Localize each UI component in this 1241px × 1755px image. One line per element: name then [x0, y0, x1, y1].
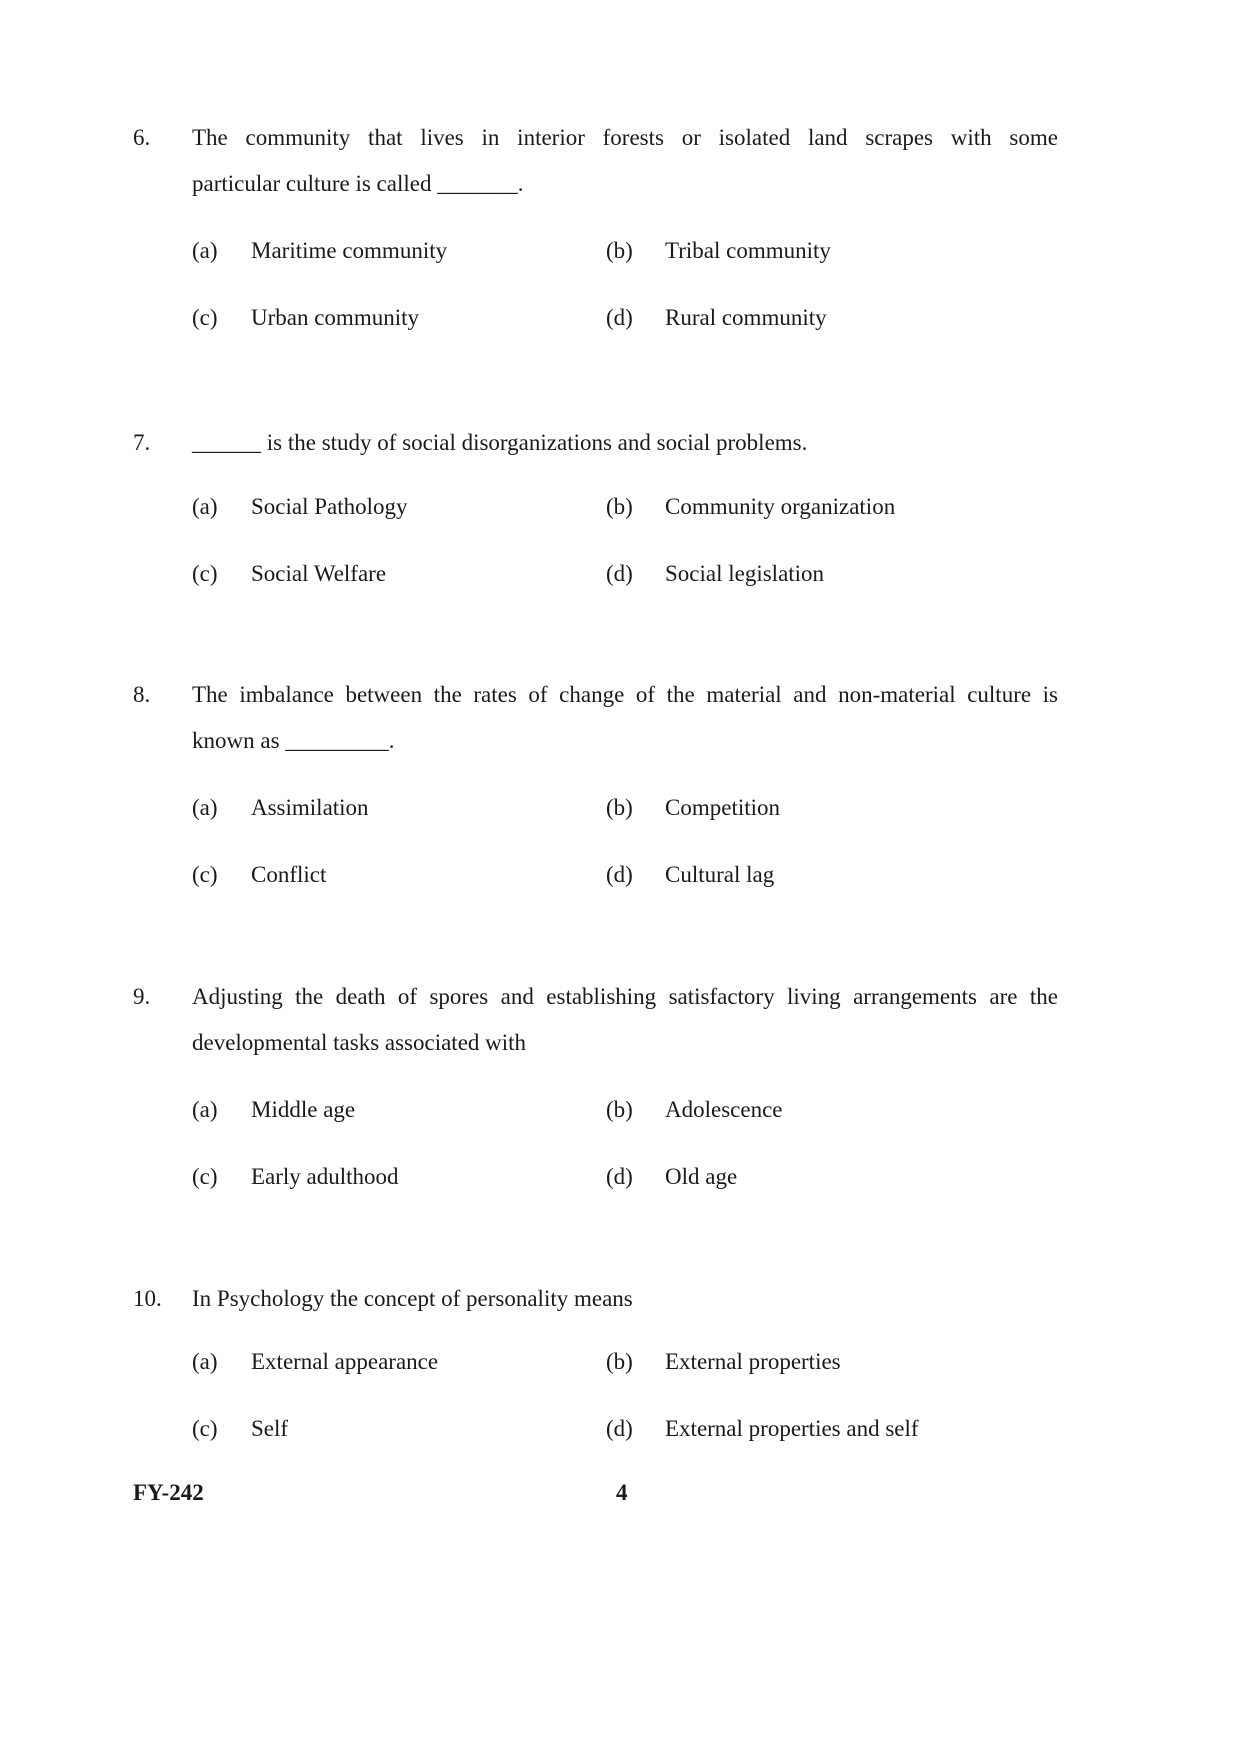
- option-text: Cultural lag: [665, 862, 775, 887]
- option-letter: (d): [606, 1416, 633, 1441]
- option-text: Maritime community: [251, 238, 448, 263]
- question-number: 6.: [133, 125, 151, 150]
- option-letter: (d): [606, 561, 633, 586]
- question-line: The imbalance between the rates of change of the material and non-material culture is: [192, 682, 1058, 707]
- question-number: 8.: [133, 682, 151, 707]
- option-text: External properties: [665, 1349, 841, 1374]
- option-text: Self: [251, 1416, 289, 1441]
- question-text: [192, 420, 1058, 466]
- option-text: Assimilation: [251, 795, 369, 820]
- question-line: developmental tasks associated with: [192, 1030, 527, 1055]
- question-text: [192, 1276, 1058, 1322]
- question-number: 10.: [133, 1286, 162, 1311]
- option-letter: (b): [606, 1097, 633, 1122]
- option-text: Adolescence: [665, 1097, 783, 1122]
- option-letter: (a): [192, 795, 218, 820]
- question-line: known as _________.: [192, 728, 395, 753]
- option-letter: (c): [192, 305, 218, 330]
- option-text: Competition: [665, 795, 780, 820]
- option-text: Community organization: [665, 494, 896, 519]
- option-letter: (c): [192, 1164, 218, 1189]
- question-number: 7.: [133, 430, 151, 455]
- option-text: Urban community: [251, 305, 419, 330]
- page-number: 4: [616, 1480, 628, 1505]
- question-line: ______ is the study of social disorganizations and social problems.: [192, 430, 808, 455]
- option-letter: (a): [192, 1349, 218, 1374]
- option-letter: (c): [192, 561, 218, 586]
- option-letter: (c): [192, 862, 218, 887]
- option-letter: (a): [192, 1097, 218, 1122]
- option-text: External appearance: [251, 1349, 439, 1374]
- option-letter: (b): [606, 238, 633, 263]
- option-text: Old age: [665, 1164, 738, 1189]
- option-letter: (b): [606, 1349, 633, 1374]
- option-letter: (d): [606, 305, 633, 330]
- question-text: [192, 974, 1058, 1066]
- option-text: Middle age: [251, 1097, 356, 1122]
- paper-code: FY-242: [133, 1480, 204, 1505]
- question-line: In Psychology the concept of personality means: [192, 1286, 633, 1311]
- option-letter: (d): [606, 862, 633, 887]
- option-text: Social Welfare: [251, 561, 387, 586]
- option-letter: (d): [606, 1164, 633, 1189]
- option-text: Social Pathology: [251, 494, 408, 519]
- option-letter: (c): [192, 1416, 218, 1441]
- option-letter: (a): [192, 494, 218, 519]
- option-text: Tribal community: [665, 238, 831, 263]
- question-line: particular culture is called _______.: [192, 171, 524, 196]
- option-letter: (a): [192, 238, 218, 263]
- question-number: 9.: [133, 984, 151, 1009]
- option-letter: (b): [606, 494, 633, 519]
- question-text: [192, 115, 1058, 207]
- option-letter: (b): [606, 795, 633, 820]
- question-line: Adjusting the death of spores and establishing satisfactory living arrangements are the: [192, 984, 1058, 1009]
- option-text: External properties and self: [665, 1416, 919, 1441]
- option-text: Conflict: [251, 862, 327, 887]
- question-line: The community that lives in interior forests or isolated land scrapes with some: [192, 125, 1058, 150]
- option-text: Rural community: [665, 305, 827, 330]
- option-text: Social legislation: [665, 561, 825, 586]
- question-text: [192, 672, 1058, 764]
- option-text: Early adulthood: [251, 1164, 399, 1189]
